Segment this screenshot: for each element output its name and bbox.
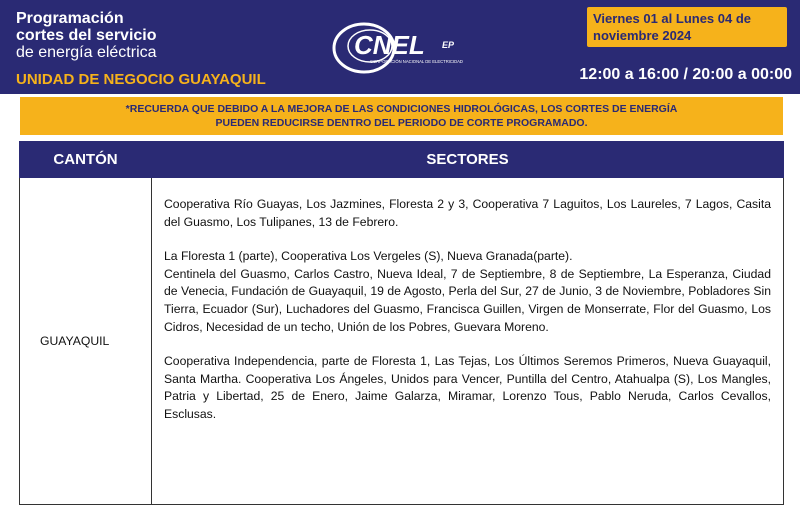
column-header-sectors: SECTORES [152,142,784,178]
table-row [20,178,784,505]
notice-line-2: PUEDEN REDUCIRSE DENTRO DEL PERIODO DE CORTE PROGRAMADO. [215,117,588,129]
cnel-logo [330,18,500,78]
sector-paragraph-1: Cooperativa Río Guayas, Los Jazmines, Floresta 2 y 3, Cooperativa 7 Laguitos, Los Laureles, 7 Lagos, Casita del Guasmo, Los Tulipanes, 13 de Febrero. [164,197,771,229]
header-banner [0,0,800,94]
schedule-table [19,141,784,505]
sector-paragraph-4: Cooperativa Independencia, parte de Floresta 1, Las Tejas, Los Últimos Seremos Primeros, Nueva Guayaquil, Santa Martha. Cooperativa Los Ángeles, Unidos para Vencer, Puntilla del Centro, Atahualpa (S), Los Mangles, Patria y Libertad, 25 de Enero, Jaime Galarza, Miramar, Lorenzo Tous, Pablo Neruda, Carlos Cevallos, Esclusas. [164,354,771,421]
notice-line-1: *RECUERDA QUE DEBIDO A LA MEJORA DE LAS CONDICIONES HIDROLÓGICAS, LOS CORTES DE ENERGÍA [125,103,678,115]
outage-hours: 12:00 a 16:00 / 20:00 a 00:00 [579,66,792,83]
sector-paragraph-3: Centinela del Guasmo, Carlos Castro, Nueva Ideal, 7 de Septiembre, 8 de Septiembre, La Esperanza, Ciudad de Venecia, Fundación de Guayaquil, 19 de Agosto, Perla del Sur, 27 de Junio, 3 de Noviembre, Pobladores Sin Tierra, Ecuador (Sur), Luchadores del Guasmo, Francisca Guillen, Virgen de Monserrate, Flor del Guasmo, Los Cidros, Necesidad de un techo, Unión de los Pobres, Guevara Moreno. [164,266,771,334]
title-line-1: Programación [16,10,124,27]
date-line-1: Viernes 01 al Lunes 04 de [593,11,752,26]
date-line-2: noviembre 2024 [593,28,692,43]
title-line-2: cortes del servicio [16,27,157,44]
logo-wordmark: CNEL [354,30,425,60]
column-header-canton: CANTÓN [20,142,152,178]
logo-subtitle: CORPORACIÓN NACIONAL DE ELECTRICIDAD [370,59,463,64]
business-unit-label: UNIDAD DE NEGOCIO GUAYAQUIL [16,71,266,88]
canton-cell: GUAYAQUIL [20,178,152,505]
table-header-row [20,142,784,178]
logo-suffix: EP [442,40,455,50]
notice-banner [20,97,783,135]
date-range-badge [587,7,787,47]
sector-paragraph-2: La Floresta 1 (parte), Cooperativa Los Vergeles (S), Nueva Granada(parte). [164,249,573,264]
header-title [16,10,157,61]
title-line-3: de energía eléctrica [16,44,157,61]
sectors-cell [152,178,784,505]
